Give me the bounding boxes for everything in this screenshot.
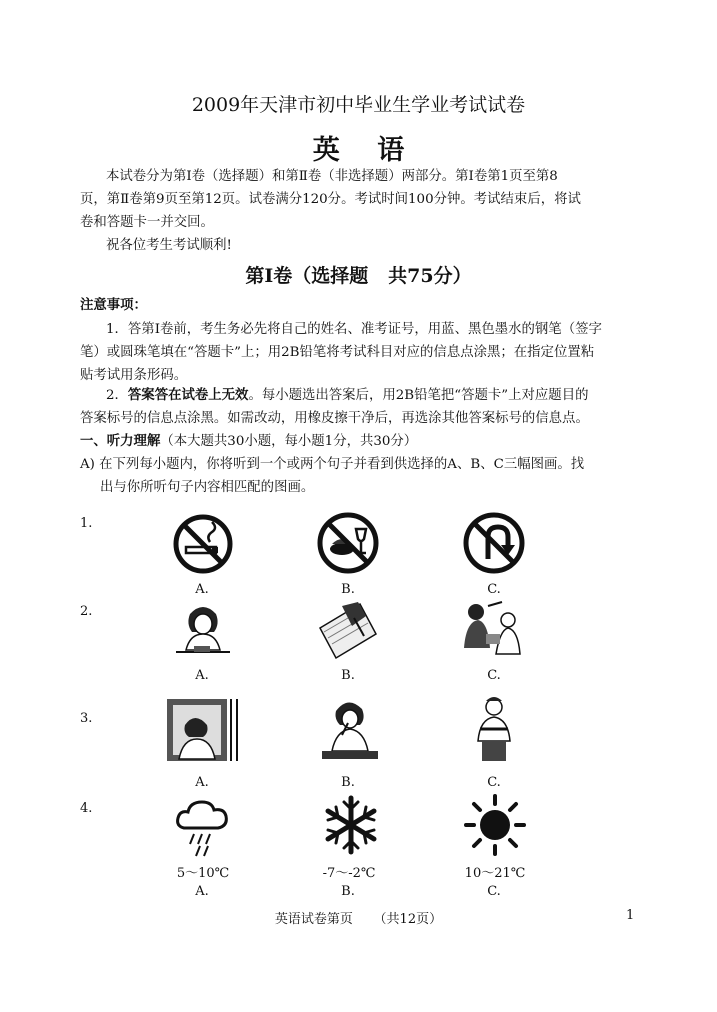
question-2-option-c: C. (487, 668, 501, 683)
people-talking-image (458, 598, 528, 664)
listening-heading-rest: （本大题共30小题，每小题1分，共30分） (160, 434, 418, 449)
part-a-line-2: 出与你所听句子内容相匹配的图画。 (100, 480, 315, 495)
woman-at-window-image (165, 697, 241, 763)
rain-cloud-icon (174, 796, 234, 858)
snowflake-icon (320, 794, 382, 856)
note-2-line-1 (80, 384, 640, 407)
question-1-number: 1. (80, 516, 93, 531)
note-2-emphasis: 答案答在试卷上无效 (127, 387, 249, 403)
question-3-option-c: C. (487, 775, 501, 790)
question-4-option-b: B. (341, 884, 355, 899)
intro-wish: 祝各位考生考试顺利! (106, 238, 232, 253)
question-1-option-b: B. (341, 582, 355, 597)
question-3-number: 3. (80, 711, 93, 726)
question-2-option-a: A. (195, 668, 209, 683)
man-arms-crossed-image (468, 695, 520, 763)
part-a-line-1: A) 在下列每小题内，你将听到一个或两个句子并看到供选择的A、B、C三幅图画。找 (80, 457, 585, 472)
hand-writing-image (314, 598, 382, 664)
note-2-rest: 。每小题选出答案后，用2B铅笔把“答题卡”上对应题目的 (248, 388, 589, 403)
intro-line-3: 卷和答题卡一并交回。 (80, 215, 214, 230)
question-4-option-c: C. (487, 884, 501, 899)
question-4-option-a: A. (195, 884, 209, 899)
question-4-temp-c: 10～21℃ (464, 866, 526, 881)
question-1-option-a: A. (195, 582, 209, 597)
question-4-temp-b: -7～-2℃ (322, 866, 376, 881)
question-4-temp-a: 5～10℃ (176, 866, 230, 881)
page-number: 1 (626, 908, 635, 923)
listening-heading-bold: 一、听力理解 (80, 433, 161, 449)
no-u-turn-icon (462, 511, 526, 575)
question-2-option-b: B. (341, 668, 355, 683)
note-1-line-3: 贴考试用条形码。 (80, 368, 188, 383)
question-2-number: 2. (80, 604, 93, 619)
no-food-drink-icon (316, 511, 380, 575)
intro-line-2: 页，第Ⅱ卷第9页至第12页。试卷满分120分。考试时间100分钟。考试结束后，将试 (80, 192, 581, 207)
question-3-option-a: A. (195, 775, 209, 790)
listening-heading (80, 430, 640, 453)
girl-at-desk-image (172, 600, 234, 662)
question-4-number: 4. (80, 801, 93, 816)
notes-heading: 注意事项： (80, 297, 147, 313)
note-2-number: 2． (106, 388, 128, 403)
section-title: 第Ⅰ卷（选择题 共75分） (245, 265, 472, 287)
note-1-line-2: 笔）或圆珠笔填在“答题卡”上；用2B铅笔将考试科目对应的信息点涂黑；在指定位置粘 (80, 345, 595, 360)
no-smoking-icon (172, 513, 234, 575)
exam-title: 2009年天津市初中毕业生学业考试试卷 (191, 94, 526, 116)
intro-line-1: 本试卷分为第Ⅰ卷（选择题）和第Ⅱ卷（非选择题）两部分。第Ⅰ卷第1页至第8 (106, 169, 558, 184)
footer-page-info: 英语试卷第页 （共12页） (274, 912, 443, 927)
woman-thinking-image (318, 695, 382, 763)
question-1-option-c: C. (487, 582, 501, 597)
question-3-option-b: B. (341, 775, 355, 790)
subject-title: 英 语 (312, 135, 405, 166)
note-2-line-2: 答案标号的信息点涂黑。如需改动，用橡皮擦干净后，再选涂其他答案标号的信息点。 (80, 411, 589, 426)
note-1-line-1: 1．答第Ⅰ卷前，考生务必先将自己的姓名、准考证号，用蓝、黑色墨水的钢笔（签字 (106, 322, 602, 337)
sun-icon (462, 792, 528, 858)
